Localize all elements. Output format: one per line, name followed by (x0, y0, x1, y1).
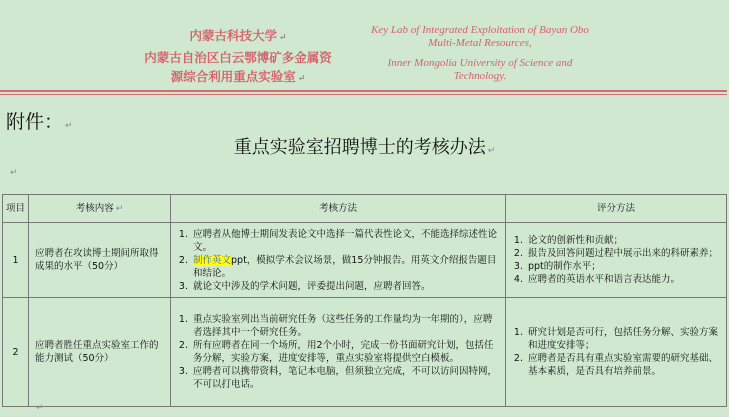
row-number: 2 (3, 298, 29, 407)
scoring-list (506, 326, 726, 378)
scoring-item: 2. 报告及回答问题过程中展示出来的科研素养； (526, 247, 720, 260)
method-list (171, 228, 505, 293)
row-item: 应聘者胜任重点实验室工作的能力测试（50分） (29, 298, 171, 407)
scoring-item: 1. 论文的创新性和贡献； (526, 234, 720, 247)
row-methods (171, 223, 506, 298)
scoring-item: 2. 应聘者是否具有重点实验室需要的研究基础、基本素质，是否具有培养前景。 (526, 352, 720, 378)
paragraph-mark: ↵ (487, 146, 496, 156)
paragraph-mark: ↵ (36, 403, 44, 413)
method-item: 3. 就论文中涉及的学术问题，评委提出问题，应聘者回答。 (191, 280, 499, 293)
attachment-label: 附件： ↵ (6, 111, 73, 133)
row-item: 应聘者在攻读博士期间所取得成果的水平（50分） (29, 223, 171, 298)
paragraph-mark: ↵ (278, 33, 287, 43)
row-number: 1 (3, 223, 29, 298)
letterhead-en-line-4: Technology. (453, 69, 507, 82)
row-scoring (506, 223, 727, 298)
table-row (3, 223, 727, 298)
letterhead-en-line-1: Key Lab of Integrated Exploitation of Bayan Obo (371, 24, 589, 36)
paragraph-mark: ↵ (297, 74, 306, 84)
table-row (3, 298, 727, 407)
header-content: 考核内容 ↵ (29, 195, 171, 223)
paragraph-mark: ↵ (115, 203, 124, 214)
method-item: 1. 应聘者从他博士期间发表论文中选择一篇代表性论文，不能选择综述性论文。 (191, 228, 499, 254)
method-list (171, 313, 505, 391)
letterhead-chinese (128, 26, 348, 89)
highlighted-text: 制作英文 (193, 254, 232, 266)
letterhead-english (355, 24, 605, 82)
row-scoring (506, 298, 727, 407)
assessment-table (2, 194, 727, 407)
paragraph-mark: ↵ (10, 168, 18, 178)
paragraph-mark: ↵ (65, 121, 73, 131)
letterhead-en-line-3: Inner Mongolia University of Science and (387, 57, 573, 69)
header-item-no: 项目 (3, 195, 29, 223)
method-item: 2. 制作英文ppt，模拟学术会议场景，做15分钟报告。用英文介绍报告题目和结论。 (191, 254, 499, 280)
header-scoring: 评分方法 (506, 195, 727, 223)
document-title: 重点实验室招聘博士的考核办法 ↵ (233, 137, 496, 158)
letterhead-en-line-2: Multi-Metal Resources, (428, 36, 532, 49)
table-header-row (3, 195, 727, 223)
method-item: 1. 重点实验室列出当前研究任务（这些任务的工作量均为一年期的），应聘者选择其中一个研究任务。 (191, 313, 499, 339)
letterhead-cn-line-3: 源综合利用重点实验室 (170, 69, 296, 84)
header-method: 考核方法 (171, 195, 506, 223)
row-methods (171, 298, 506, 407)
letterhead-cn-line-1: 内蒙古科技大学 (189, 28, 277, 43)
scoring-item: 1. 研究计划是否可行，包括任务分解、实验方案和进度安排等； (526, 326, 720, 352)
method-item: 3. 应聘者可以携带资料，笔记本电脑，但须独立完成，不可以访问因特网，不可以打电话。 (191, 365, 499, 391)
letterhead-divider (0, 90, 727, 92)
letterhead-cn-line-2: 内蒙古自治区白云鄂博矿多金属资 (144, 50, 332, 65)
scoring-item: 4. 应聘者的英语水平和语言表达能力。 (526, 273, 720, 286)
scoring-list (506, 234, 726, 286)
letterhead-divider-thin (0, 94, 727, 95)
method-item: 2. 所有应聘者在同一个场所，用2个小时，完成一份书面研究计划，包括任务分解，实验方案，进度安排等，重点实验室将提供空白模板。 (191, 339, 499, 365)
scoring-item: 3. ppt的制作水平； (526, 260, 720, 273)
